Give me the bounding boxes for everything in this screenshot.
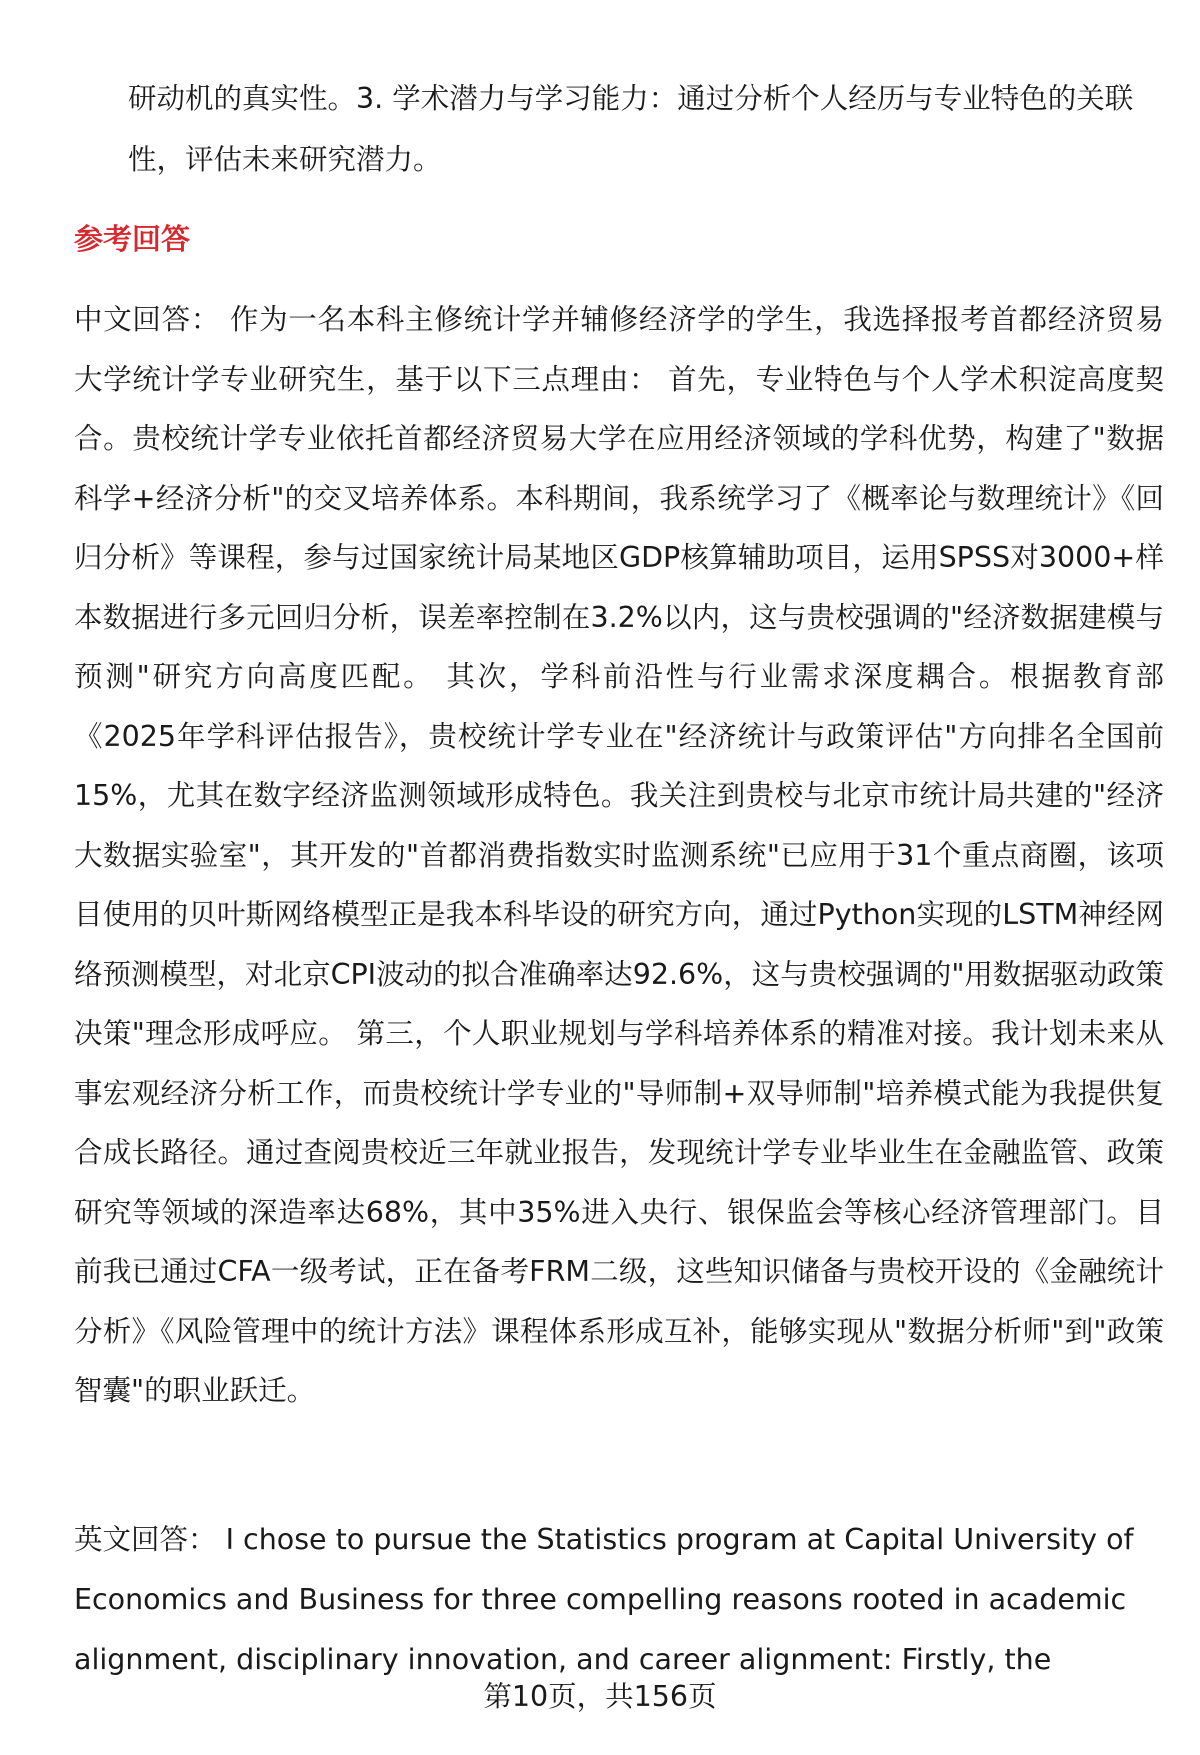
- chinese-answer-paragraph: [74, 290, 1164, 1421]
- section-heading: 参考回答: [74, 222, 191, 256]
- page-footer: 第10页，共156页: [483, 1680, 717, 1713]
- intro-paragraph: 研动机的真实性。3. 学术潜力与学习能力：通过分析个人经历与专业特色的关联性，评估未来研究潜力。: [128, 82, 1134, 176]
- english-answer-text: I chose to pursue the Statistics program at Capital University of Economics and Business for three compelling reasons rooted in academic alignment, disciplinary innovation, and career alignment: Firstly, the: [74, 1523, 1134, 1676]
- chinese-answer-text: 作为一名本科主修统计学并辅修经济学的学生，我选择报考首都经济贸易大学统计学专业研究生，基于以下三点理由： 首先，专业特色与个人学术积淀高度契合。贵校统计学专业依托首都经济贸易大学在应用经济领域的学科优势，构建了"数据科学+经济分析"的交叉培养体系。本科期间，我系统学习了《概率论与数理统计》《回归分析》等课程，参与过国家统计局某地区GDP核算辅助项目，运用SPSS对3000+样本数据进行多元回归分析，误差率控制在3.2%以内，这与贵校强调的"经济数据建模与预测"研究方向高度匹配。 其次，学科前沿性与行业需求深度耦合。根据教育部《2025年学科评估报告》，贵校统计学专业在"经济统计与政策评估"方向排名全国前15%，尤其在数字经济监测领域形成特色。我关注到贵校与北京市统计局共建的"经济大数据实验室"，其开发的"首都消费指数实时监测系统"已应用于31个重点商圈，该项目使用的贝叶斯网络模型正是我本科毕设的研究方向，通过Python实现的LSTM神经网络预测模型，对北京CPI波动的拟合准确率达92.6%，这与贵校强调的"用数据驱动政策决策"理念形成呼应。 第三，个人职业规划与学科培养体系的精准对接。我计划未来从事宏观经济分析工作，而贵校统计学专业的"导师制+双导师制"培养模式能为我提供复合成长路径。通过查阅贵校近三年就业报告，发现统计学专业毕业生在金融监管、政策研究等领域的深造率达68%，其中35%进入央行、银保监会等核心经济管理部门。目前我已通过CFA一级考试，正在备考FRM二级，这些知识储备与贵校开设的《金融统计分析》《风险管理中的统计方法》课程体系形成互补，能够实现从"数据分析师"到"政策智囊"的职业跃迁。: [74, 303, 1164, 1407]
- english-answer-paragraph: [74, 1510, 1154, 1690]
- chinese-answer-label: 中文回答：: [74, 303, 221, 336]
- english-answer-label: 英文回答：: [74, 1523, 217, 1556]
